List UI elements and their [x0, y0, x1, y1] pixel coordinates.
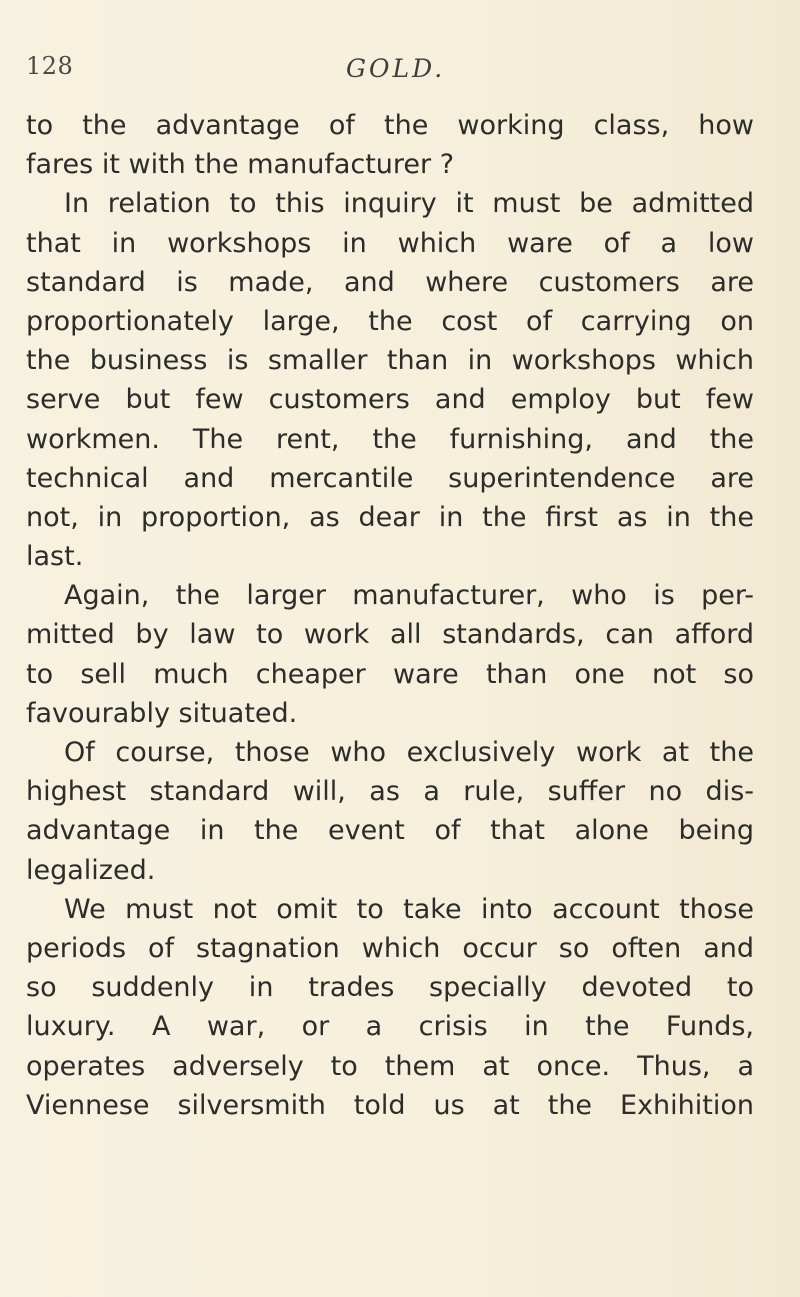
- text-line: luxury. A war, or a crisis in the Funds,: [26, 1011, 754, 1043]
- running-title: GOLD.: [346, 54, 446, 83]
- text-line: legalized.: [26, 854, 156, 886]
- body-text: [26, 106, 754, 1125]
- text-line: Viennese silversmith told us at the Exhihition: [26, 1089, 754, 1121]
- text-line: Of course, those who exclusively work at the: [64, 737, 754, 768]
- text-line: operates adversely to them at once. Thus, a: [26, 1050, 754, 1082]
- text-line: advantage in the event of that alone being: [26, 815, 754, 847]
- text-line: technical and mercantile superintendence are: [26, 462, 754, 494]
- text-line: so suddenly in trades specially devoted to: [26, 972, 754, 1004]
- text-line: serve but few customers and employ but few: [26, 384, 754, 416]
- text-line: fares it with the manufacturer ?: [26, 149, 455, 181]
- text-line: standard is made, and where customers are: [26, 266, 754, 298]
- text-line: to sell much cheaper ware than one not so: [26, 658, 754, 690]
- text-line: periods of stagnation which occur so often and: [26, 932, 754, 964]
- text-line: the business is smaller than in workshops which: [26, 345, 754, 377]
- text-line: proportionately large, the cost of carrying on: [26, 305, 754, 337]
- text-line: We must not omit to take into account those: [64, 893, 754, 925]
- text-line: to the advantage of the working class, how: [26, 110, 754, 141]
- text-line: mitted by law to work all standards, can afford: [26, 619, 754, 651]
- text-line: favourably situated.: [26, 697, 298, 729]
- text-line: last.: [26, 541, 84, 573]
- page-number: 128: [26, 52, 74, 80]
- text-line: highest standard will, as a rule, suffer no dis-: [26, 776, 754, 808]
- text-line: workmen. The rent, the furnishing, and the: [26, 423, 754, 455]
- text-line: not, in proportion, as dear in the first as in the: [26, 501, 754, 533]
- text-line: Again, the larger manufacturer, who is per-: [64, 580, 754, 612]
- text-line: In relation to this inquiry it must be admitted: [64, 188, 754, 220]
- text-line: that in workshops in which ware of a low: [26, 227, 754, 259]
- running-head: [0, 52, 800, 92]
